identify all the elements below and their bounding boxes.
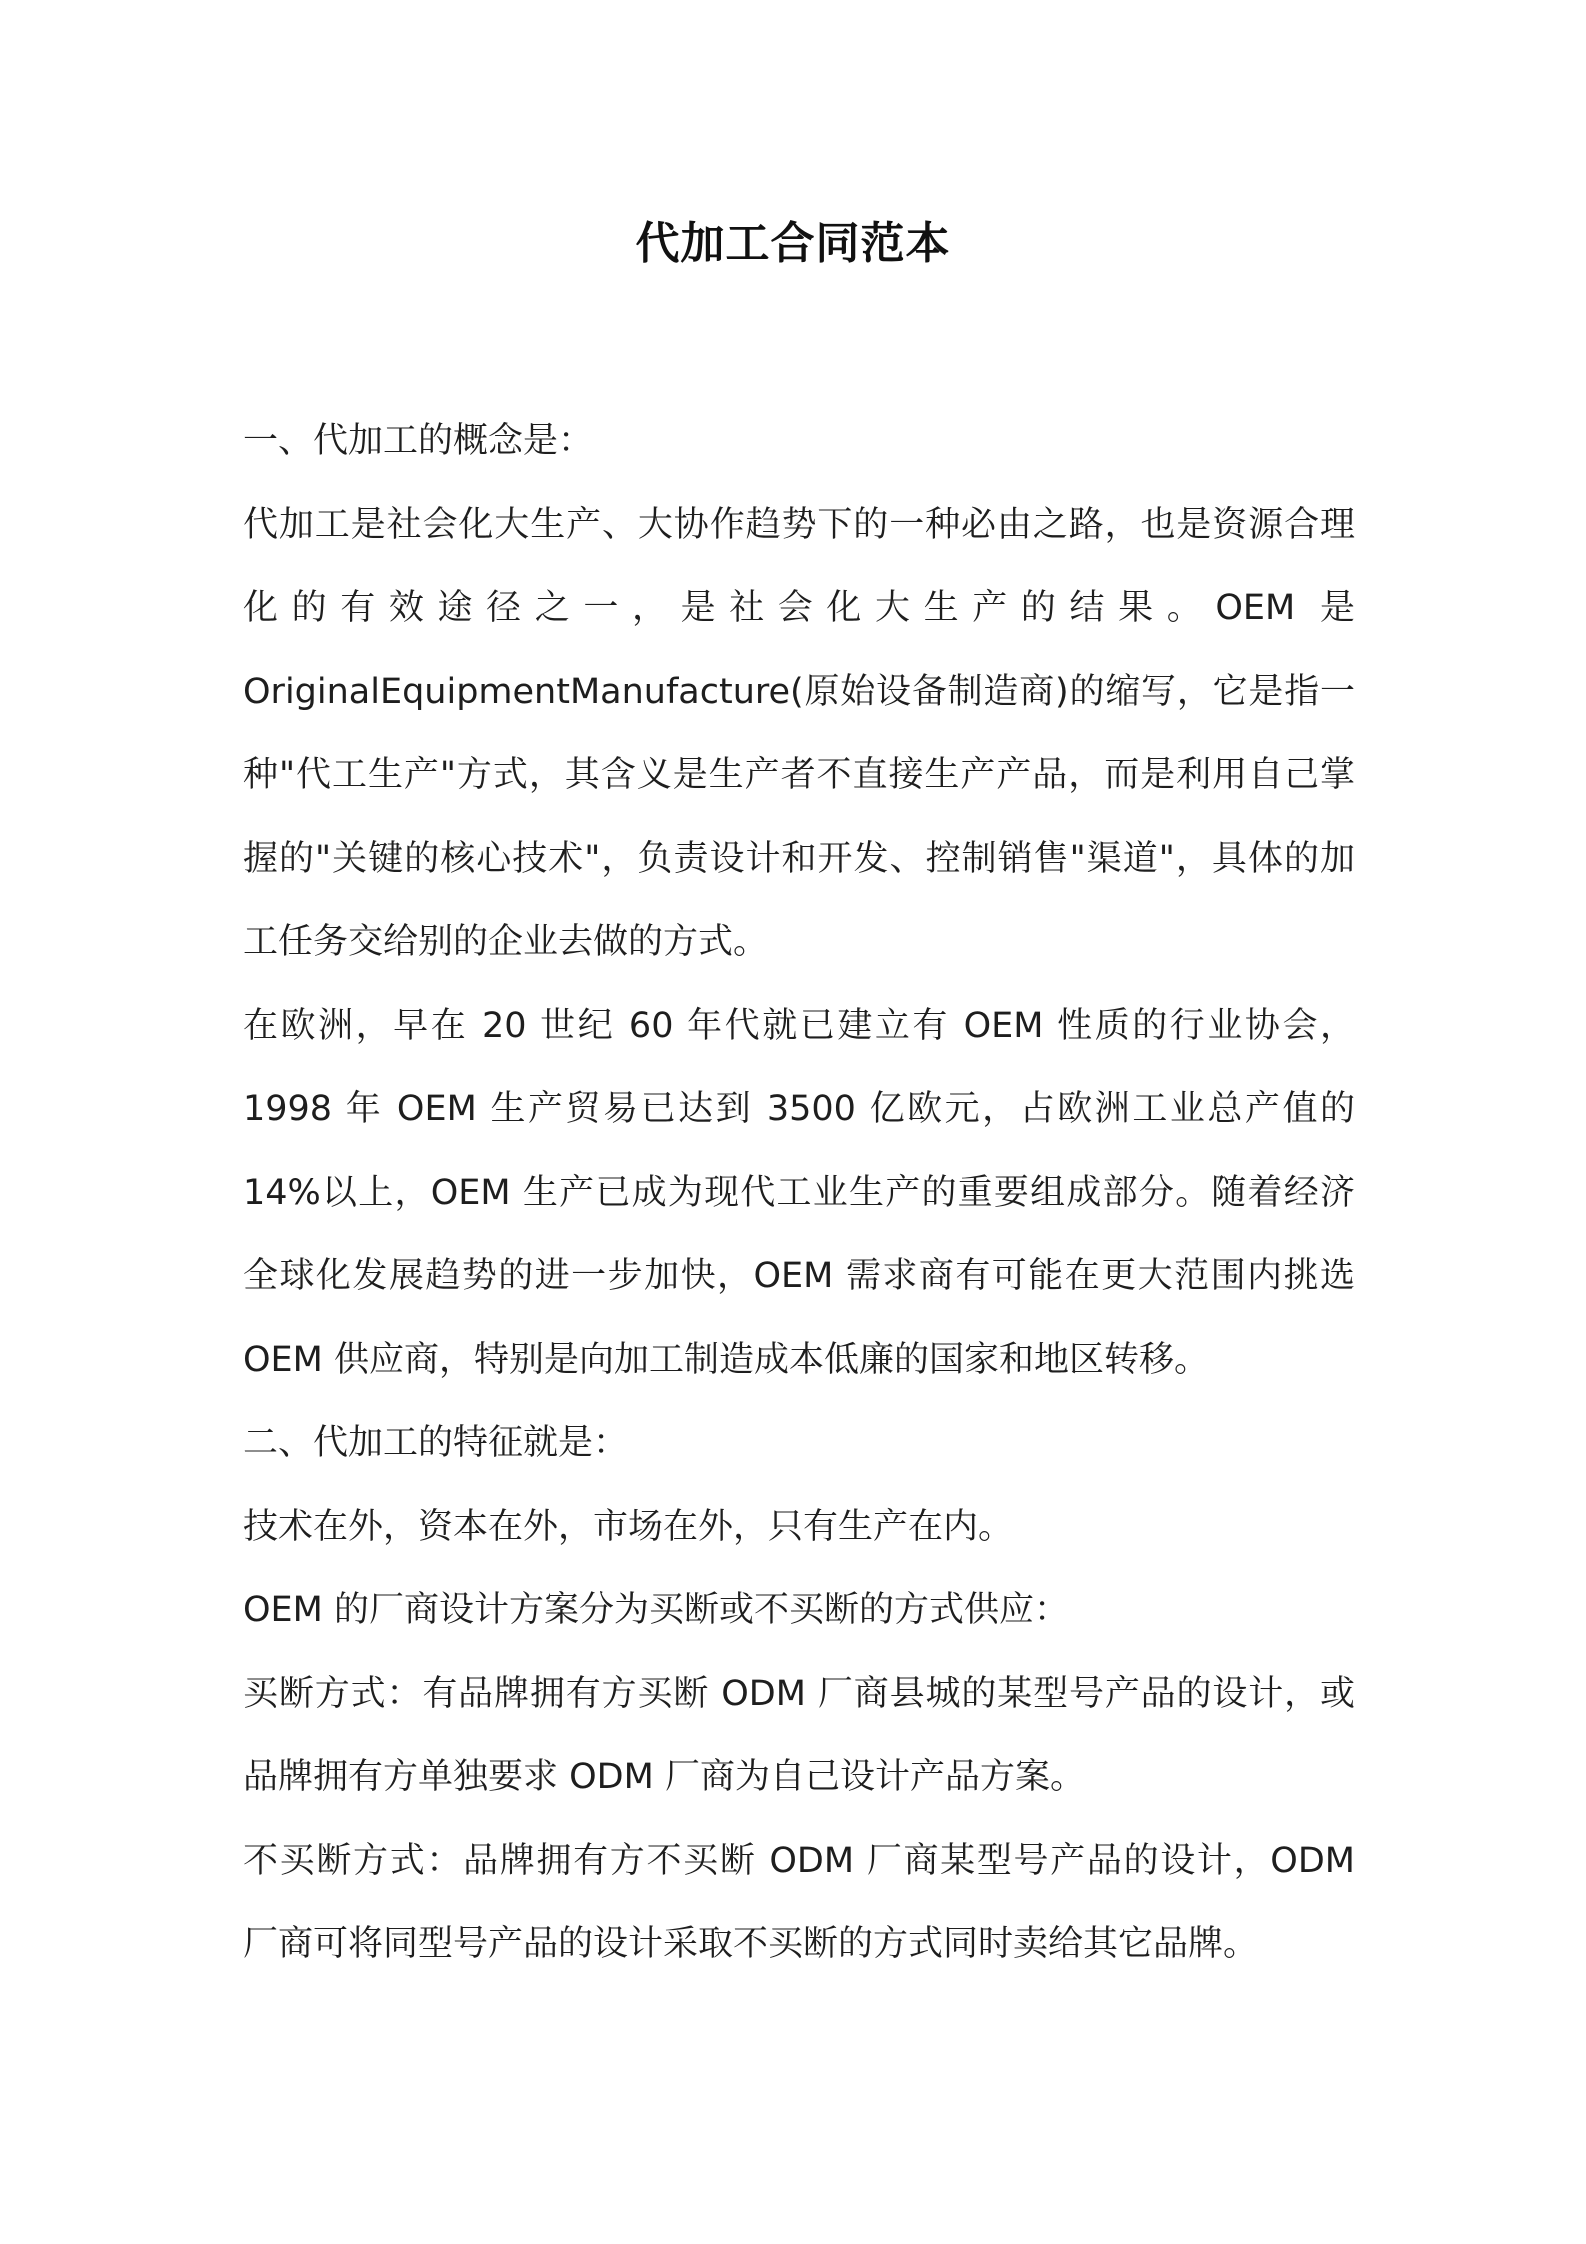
section-heading-features: 二、代加工的特征就是： (243, 1423, 629, 1463)
paragraph-non-buyout-mode: 不买断方式：品牌拥有方不买断 ODM 厂商某型号产品的设计，ODM 厂商可将同型号产品的设计采取不买断的方式同时卖给其它品牌。 (243, 1840, 1355, 1964)
paragraph-features: 技术在外，资本在外，市场在外，只有生产在内。 (243, 1506, 1014, 1547)
document-title: 代加工合同范本 (635, 218, 951, 269)
paragraph-europe-history: 在欧洲，早在 20 世纪 60 年代就已建立有 OEM 性质的行业协会，1998 年 OEM 生产贸易已达到 3500 亿欧元，占欧洲工业总产值的 14%以上，OEM 生产已成为现代工业生产的重要组成部分。随着经济全球化发展趋势的进一步加快，OEM 需求商有可能在更大范围内挑选 OEM 供应商，特别是向加工制造成本低廉的国家和地区转移。 (243, 1005, 1355, 1380)
paragraph-buyout-mode: 买断方式：有品牌拥有方买断 ODM 厂商县城的某型号产品的设计，或品牌拥有方单独要求 ODM 厂商为自己设计产品方案。 (243, 1673, 1355, 1797)
paragraph-concept-definition: 代加工是社会化大生产、大协作趋势下的一种必由之路，也是资源合理化的有效途径之一，是社会化大生产的结果。OEM 是 OriginalEquipmentManufacture(原始设备制造商)的缩写，它是指一种"代工生产"方式，其含义是生产者不直接生产产品，而是利用自己掌握的"关键的核心技术"，负责设计和开发、控制销售"渠道"，具体的加工任务交给别的企业去做的方式。 (243, 504, 1355, 962)
paragraph-supply-modes: OEM 的厂商设计方案分为买断或不买断的方式供应： (243, 1590, 1069, 1630)
section-heading-concept: 一、代加工的概念是： (243, 421, 594, 461)
document-body (243, 400, 1355, 1987)
